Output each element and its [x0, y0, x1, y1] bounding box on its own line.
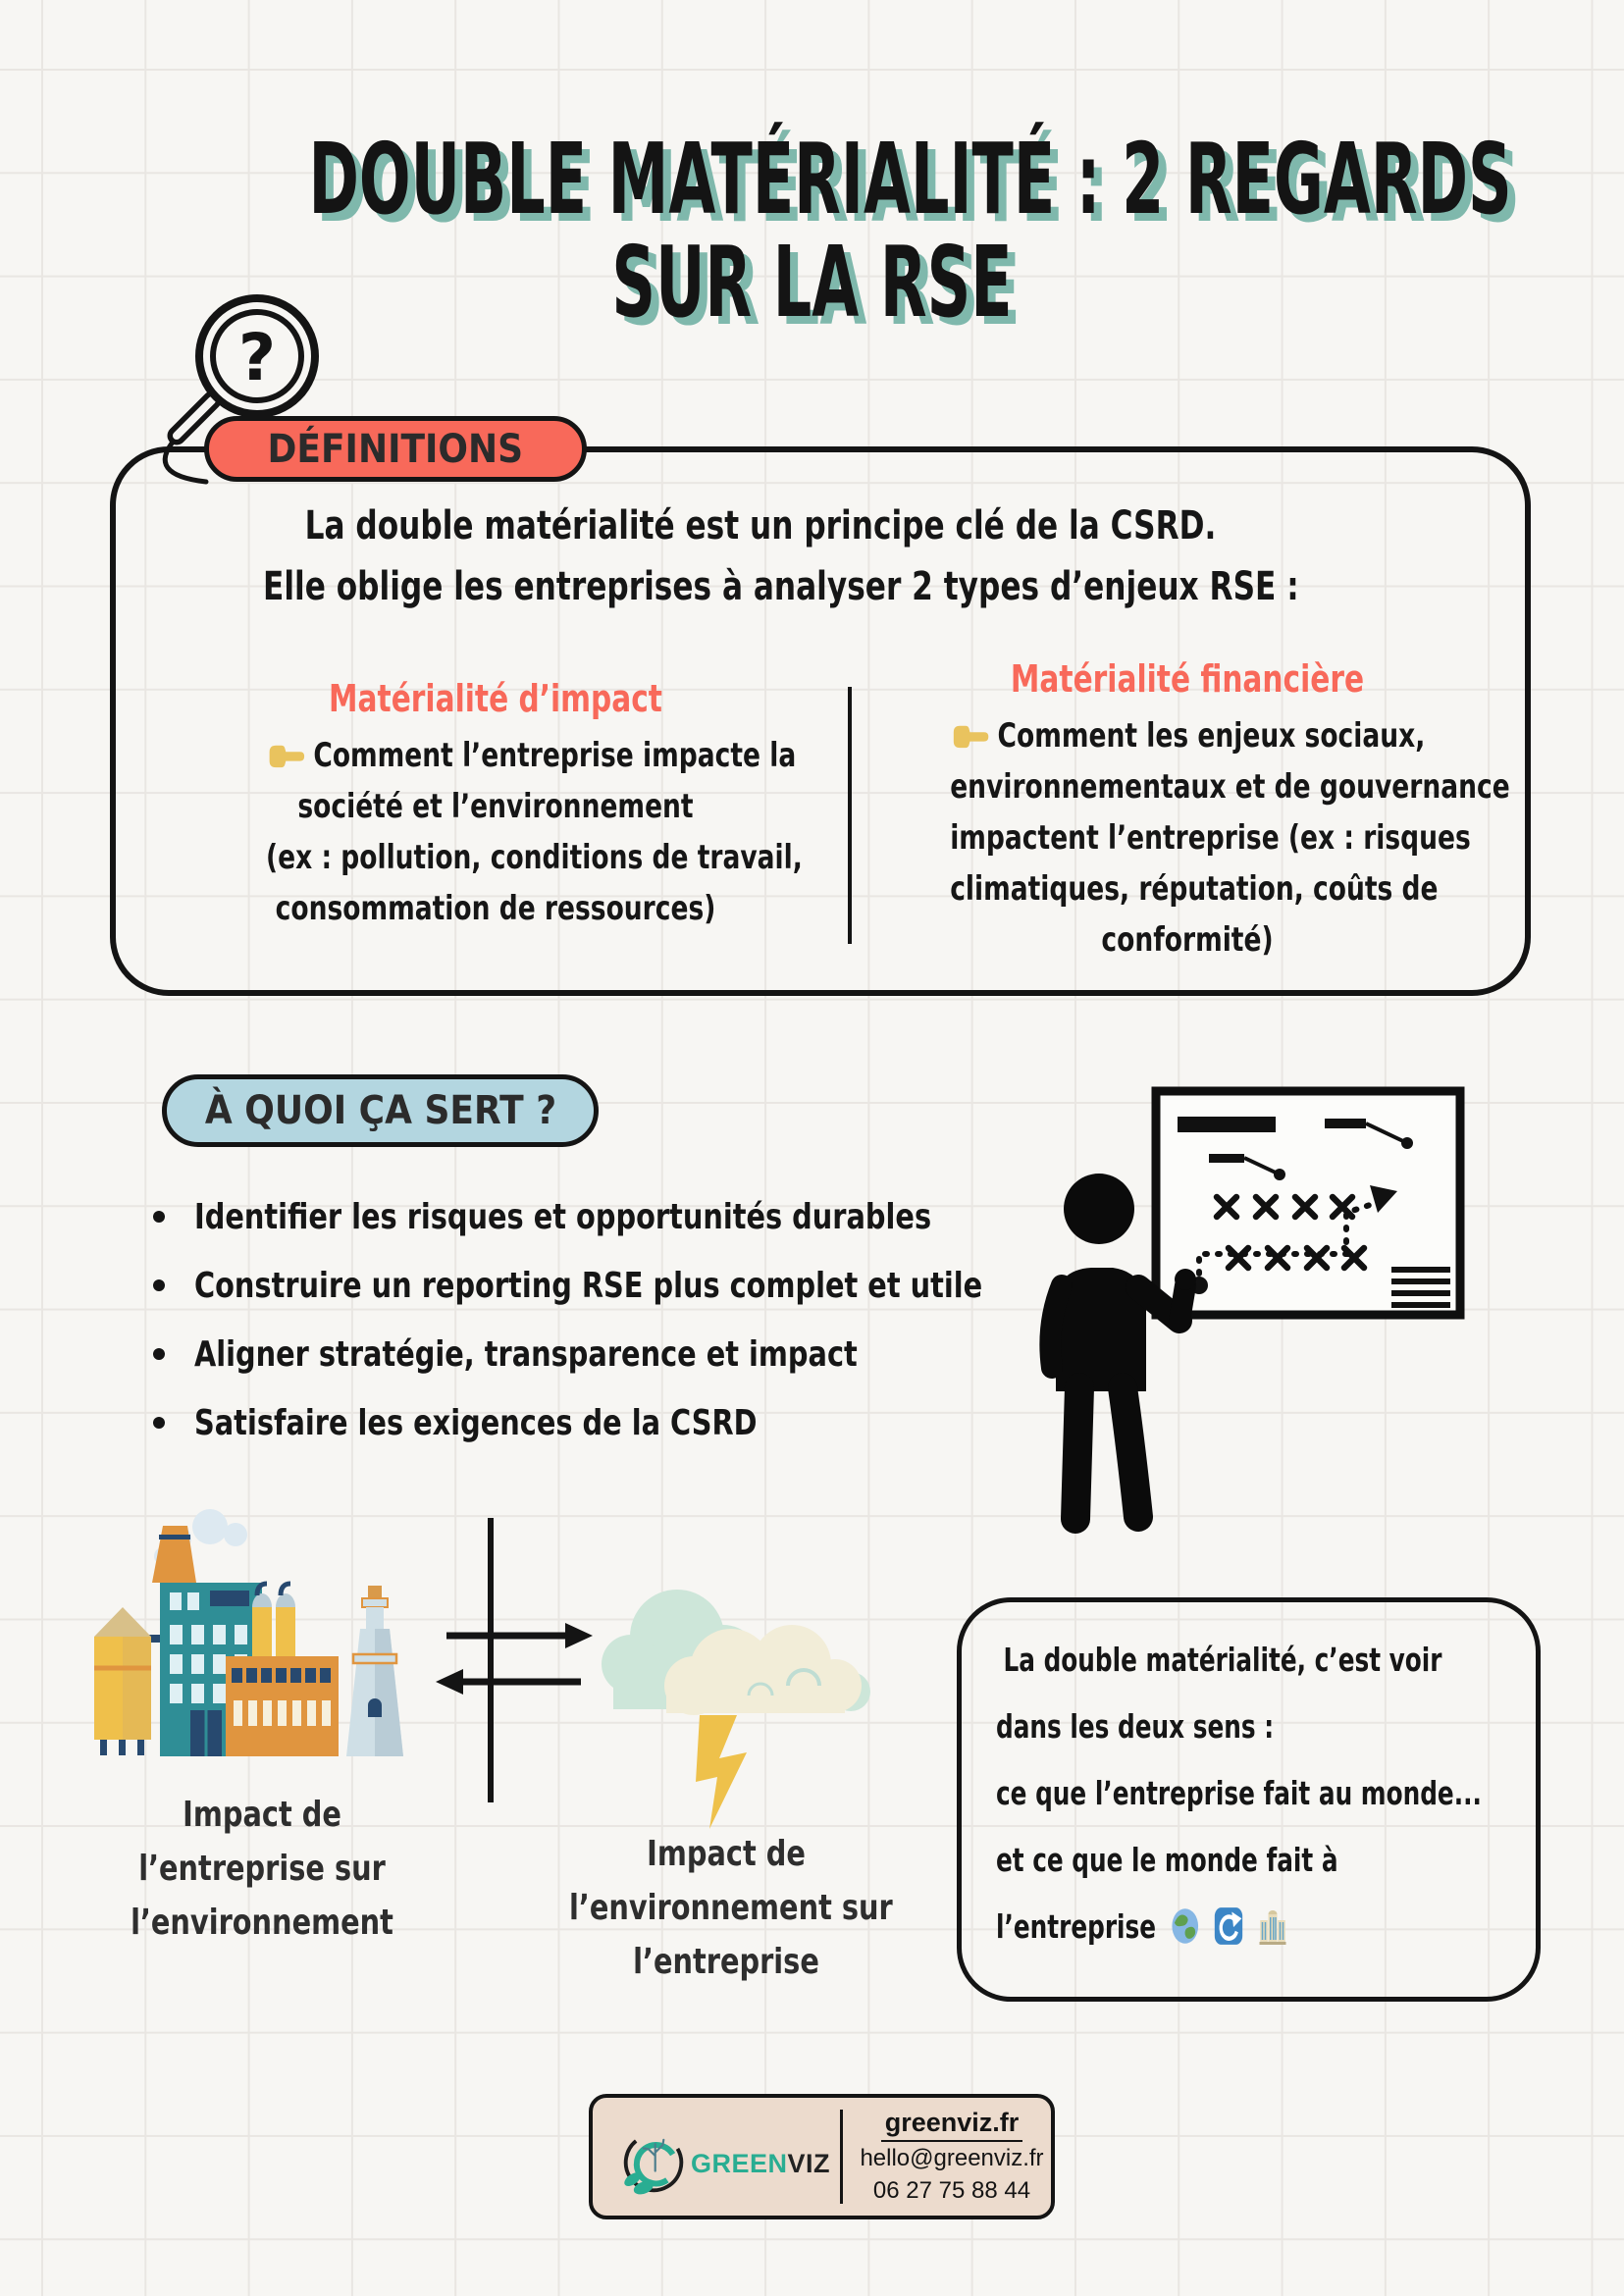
person-strategy-board-illustration	[1030, 1077, 1472, 1546]
greenviz-logo	[618, 2127, 689, 2198]
impact-line-3: (ex : pollution, conditions de travail,	[266, 838, 803, 877]
building-icon	[1258, 1906, 1287, 1946]
lightning-bolt	[696, 1715, 747, 1829]
footer-divider	[840, 2110, 843, 2204]
left-flow-caption: Impact de l’entreprise sur l’environnement	[131, 1795, 393, 1943]
factory-illustration	[92, 1509, 445, 1759]
list-item: Aligner stratégie, transparence et impact	[147, 1320, 1030, 1388]
financial-heading: Matérialité financière	[1010, 657, 1365, 701]
financial-line-1: Comment les enjeux sociaux,	[950, 710, 1425, 761]
definitions-badge	[204, 416, 587, 482]
title-line-1: DOUBLE MATÉRIALITÉ : 2 REGARDS	[308, 122, 1512, 236]
bullet-dot-icon	[153, 1279, 165, 1291]
column-divider	[848, 687, 852, 944]
impact-line-4: consommation de ressources)	[275, 889, 716, 928]
title-line-2: SUR LA RSE	[611, 225, 1013, 339]
list-item: Satisfaire les exigences de la CSRD	[147, 1388, 1030, 1457]
impact-heading: Matérialité d’impact	[329, 677, 662, 720]
financial-line-4: climatiques, réputation, coûts de	[950, 869, 1439, 909]
purpose-badge	[162, 1074, 599, 1147]
cloud-lightning-illustration	[584, 1576, 878, 1843]
lighthouse-tower	[346, 1586, 403, 1756]
brand-name: GREENVIZ	[691, 2149, 831, 2178]
pointing-hand-icon	[266, 739, 306, 772]
financial-materiality-column	[883, 655, 1510, 965]
silo	[94, 1607, 151, 1755]
financial-line-2: environnementaux et de gouvernance	[950, 767, 1510, 807]
footer-email: hello@greenviz.fr	[860, 2145, 1044, 2171]
definitions-intro	[123, 496, 1398, 617]
list-item: Identifier les risques et opportunités durables	[147, 1182, 1030, 1251]
financial-line-5: conformité)	[1101, 920, 1274, 960]
definitions-badge-label: DÉFINITIONS	[267, 426, 524, 472]
purpose-badge-label: À QUOI ÇA SERT ?	[204, 1088, 556, 1133]
right-flow-caption: Impact de l’environnement sur l’entreprise	[569, 1834, 893, 1982]
financial-line-3: impactent l’entreprise (ex : risques	[950, 818, 1471, 858]
exchange-arrows	[432, 1513, 599, 1807]
footer-contact	[854, 2106, 1050, 2207]
pointing-hand-icon	[950, 719, 990, 753]
impact-line-2: société et l’environnement	[297, 787, 694, 826]
impact-line-1: Comment l’entreprise impacte la	[266, 730, 725, 781]
note-text: La double matérialité, c’est voir dans les deux sens : ce que l’entreprise fait au monde... et ce que le monde fait à l’entreprise	[996, 1627, 1506, 1960]
list-item: Construire un reporting RSE plus complet et utile	[147, 1251, 1030, 1320]
impact-materiality-column	[201, 675, 803, 934]
tanks	[252, 1584, 295, 1656]
recycle-icon	[1214, 1906, 1243, 1946]
footer-phone: 06 27 75 88 44	[872, 2177, 1031, 2204]
svg-text:?: ?	[237, 320, 277, 395]
purpose-bullet-list	[147, 1182, 1030, 1457]
earth-icon	[1171, 1906, 1200, 1946]
intro-line-2: Elle oblige les entreprises à analyser 2 types d’enjeux RSE :	[263, 564, 1299, 609]
bullet-dot-icon	[153, 1211, 165, 1223]
orange-building	[226, 1656, 339, 1756]
bullet-dot-icon	[153, 1348, 165, 1360]
bullet-dot-icon	[153, 1417, 165, 1429]
intro-line-1: La double matérialité est un principe clé de la CSRD.	[304, 503, 1217, 548]
strategy-board	[1156, 1091, 1460, 1315]
website-link[interactable]: greenviz.fr	[881, 2106, 1023, 2142]
note-last-line: l’entreprise	[996, 1894, 1379, 1960]
